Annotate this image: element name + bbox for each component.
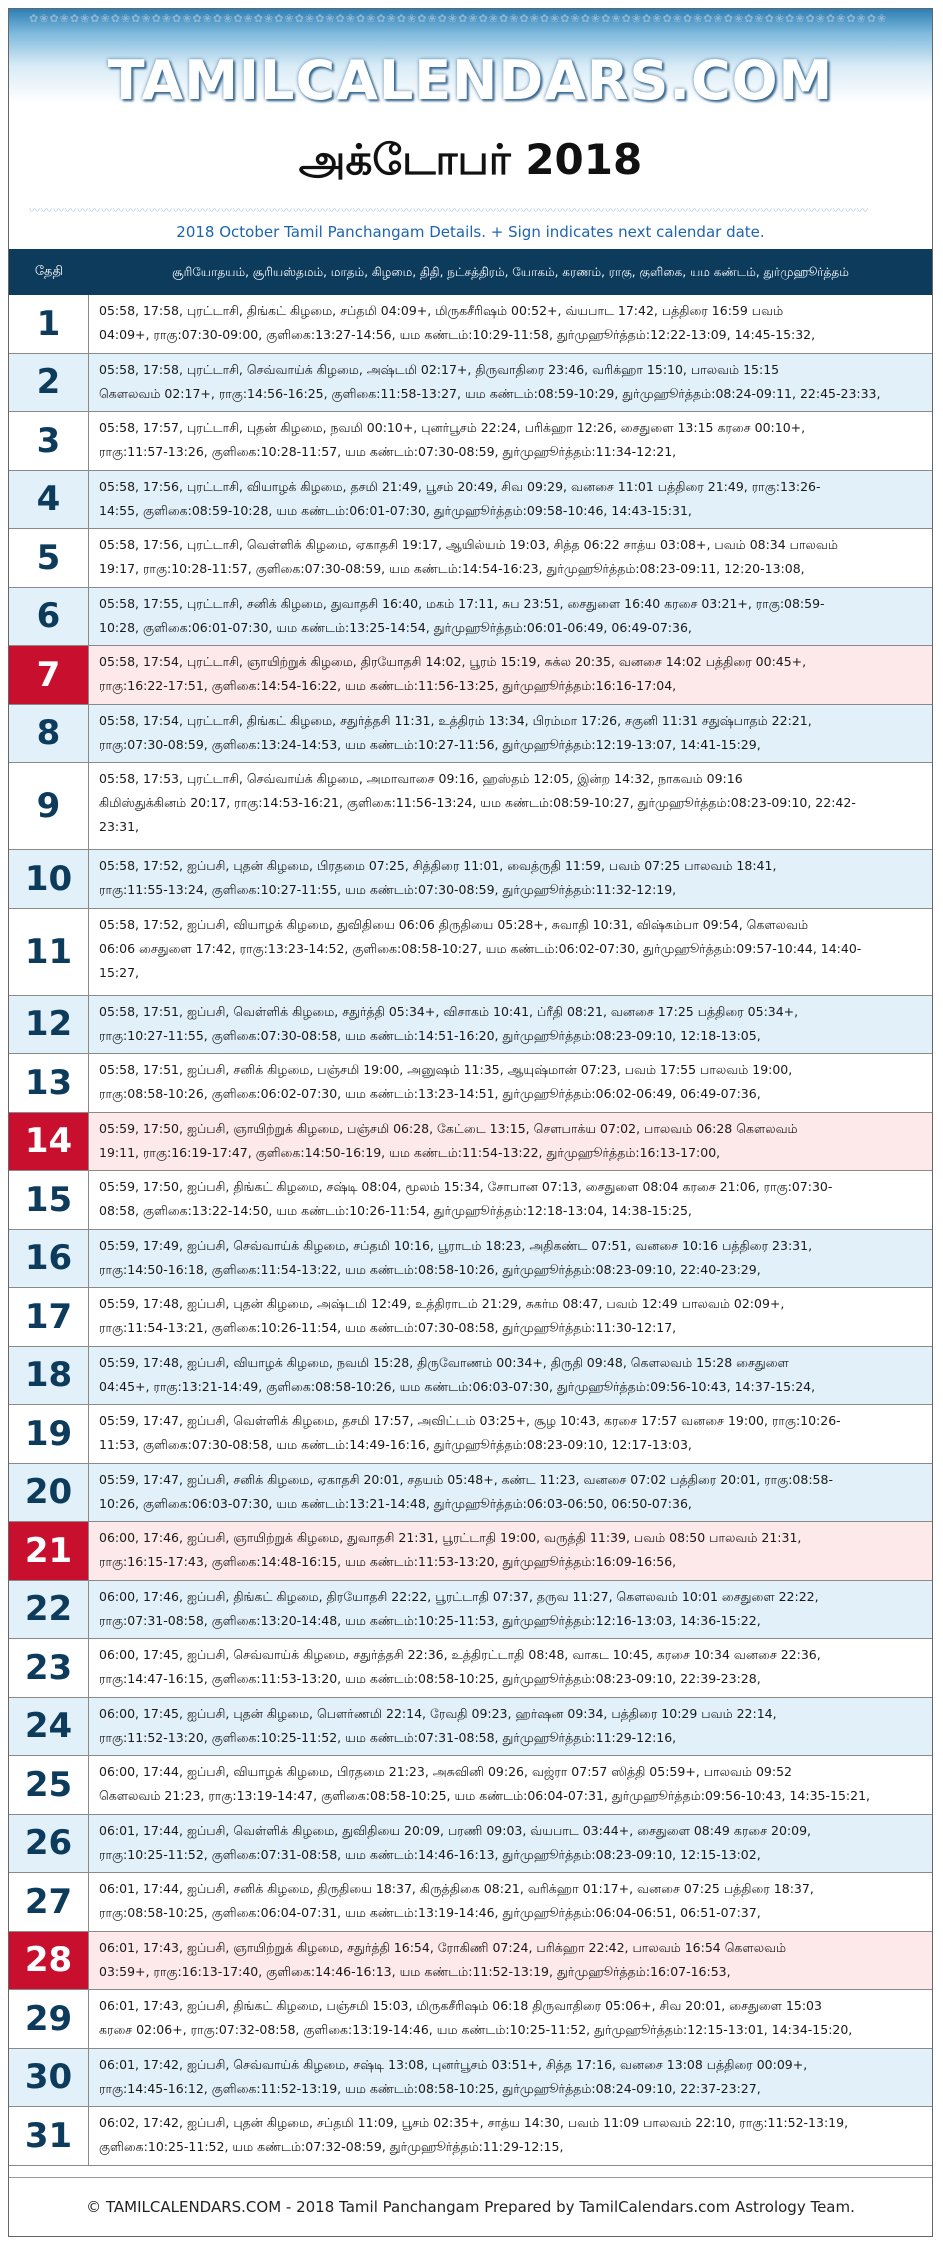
panchangam-details — [89, 2049, 932, 2107]
panchangam-details — [89, 1464, 932, 1522]
decorative-border-top: ✿❀✿❀✿❀✿❀✿❀✿❀✿❀✿❀✿❀✿❀✿❀✿❀✿❀✿❀✿❀✿❀✿❀✿❀✿❀✿❀✿❀✿❀✿❀✿❀✿❀✿❀✿❀✿❀✿❀✿❀✿❀✿❀✿❀✿❀✿❀✿❀✿❀✿❀✿❀✿❀✿❀✿❀ — [29, 13, 888, 25]
date-cell: 15 — [9, 1171, 89, 1229]
table-row — [9, 412, 932, 471]
detail-line: 05:58, 17:54, புரட்டாசி, திங்கட் கிழமை, சதுர்த்தசி 11:31, உத்திரம் 13:34, பிரம்மா 17:26, சகுனி 11:31 சதுஷ்பாதம் 22:21, — [99, 712, 812, 728]
detail-line: 05:58, 17:51, ஐப்பசி, வெள்ளிக் கிழமை, சதுர்த்தி 05:34+, விசாகம் 10:41, ப்ரீதி 08:21, வனசை 17:25 பத்திரை 05:34+, — [99, 1003, 799, 1019]
detail-line: ராகு:07:31-08:58, குளிகை:13:20-14:48, யம கண்டம்:10:25-11:53, துர்முஹூர்த்தம்:12:16-13:03, 14:36-15:22, — [99, 1612, 761, 1628]
date-cell: 26 — [9, 1815, 89, 1873]
panchangam-details — [89, 1698, 932, 1756]
table-row — [9, 1230, 932, 1289]
header-banner — [9, 9, 932, 245]
table-row — [9, 1464, 932, 1523]
panchangam-details — [89, 705, 932, 763]
detail-line: 05:58, 17:57, புரட்டாசி, புதன் கிழமை, நவமி 00:10+, புனர்பூசம் 22:24, பரிக்ஹா 12:26, சைதுளை 13:15 கரசை 00:10+, — [99, 420, 806, 435]
detail-line: ராகு:11:54-13:21, குளிகை:10:26-11:54, யம கண்டம்:07:30-08:58, துர்முஹூர்த்தம்:11:30-12:17, — [99, 1320, 677, 1335]
date-cell: 16 — [9, 1230, 89, 1288]
detail-line: 05:59, 17:50, ஐப்பசி, திங்கட் கிழமை, சஷ்டி 08:04, மூலம் 15:34, சோபான 07:13, சைதுளை 08:04 கரசை 21:06, ராகு:07:30- — [99, 1179, 833, 1194]
panchangam-details — [89, 850, 932, 908]
table-row — [9, 1873, 932, 1932]
table-row — [9, 705, 932, 764]
date-cell: 30 — [9, 2049, 89, 2107]
panchangam-details — [89, 1171, 932, 1229]
panchangam-details — [89, 1581, 932, 1639]
date-cell: 19 — [9, 1405, 89, 1463]
sunday-date-cell: 28 — [9, 1932, 89, 1990]
detail-line: 05:58, 17:58, புரட்டாசி, செவ்வாய்க் கிழமை, அஷ்டமி 02:17+, திருவாதிரை 23:46, வரிக்ஹா 15:10, பாலவம் 15:15 — [99, 361, 780, 377]
detail-line: 06:00, 17:45, ஐப்பசி, செவ்வாய்க் கிழமை, சதுர்த்தசி 22:36, உத்திரட்டாதி 08:48, வாகட 10:45, கரசை 10:34 வனசை 22:36, — [99, 1647, 821, 1662]
detail-line: ராகு:11:57-13:26, குளிகை:10:28-11:57, யம கண்டம்:07:30-08:59, துர்முஹூர்த்தம்:11:34-12:21, — [99, 444, 677, 459]
detail-line: 06:00, 17:46, ஐப்பசி, திங்கட் கிழமை, திரயோதசி 22:22, பூரட்டாதி 07:37, தருவ 11:27, கௌலவம் 10:01 சைதுளை 22:22, — [99, 1588, 819, 1604]
detail-line: 06:01, 17:43, ஐப்பசி, ஞாயிற்றுக் கிழமை, சதுர்த்தி 16:54, ரோகிணி 07:24, பரிக்ஹா 22:42, பாலவம் 16:54 கௌலவம் — [99, 1939, 787, 1955]
table-row — [9, 1113, 932, 1172]
detail-line: 04:45+, ராகு:13:21-14:49, குளிகை:08:58-10:26, யம கண்டம்:06:03-07:30, துர்முஹூர்த்தம்:09:56-10:43, 14:37-15:24, — [99, 1378, 816, 1394]
table-row — [9, 588, 932, 647]
panchangam-details — [89, 471, 932, 529]
table-row — [9, 1756, 932, 1815]
table-row — [9, 646, 932, 705]
detail-line: 06:01, 17:42, ஐப்பசி, செவ்வாய்க் கிழமை, சஷ்டி 13:08, புனர்பூசம் 03:51+, சித்த 17:16, வனசை 13:08 பத்திரை 00:09+, — [99, 2056, 808, 2072]
panchangam-details — [89, 909, 932, 995]
detail-line: ராகு:16:22-17:51, குளிகை:14:54-16:22, யம கண்டம்:11:56-13:25, துர்முஹூர்த்தம்:16:16-17:04, — [99, 678, 677, 693]
detail-line: 19:11, ராகு:16:19-17:47, குளிகை:14:50-16:19, யம கண்டம்:11:54-13:22, துர்முஹூர்த்தம்:16:13-17:00, — [99, 1144, 721, 1160]
panchangam-details — [89, 1230, 932, 1288]
panchangam-details — [89, 1756, 932, 1814]
detail-line: 05:59, 17:47, ஐப்பசி, சனிக் கிழமை, ஏகாதசி 20:01, சதயம் 05:48+, கண்ட 11:23, வனசை 07:02 பத்திரை 20:01, ராகு:08:58- — [99, 1471, 833, 1487]
date-cell: 10 — [9, 850, 89, 908]
detail-line: ராகு:07:30-08:59, குளிகை:13:24-14:53, யம கண்டம்:10:27-11:56, துர்முஹூர்த்தம்:12:19-13:07, 14:41-15:29, — [99, 736, 761, 752]
date-cell: 5 — [9, 529, 89, 587]
table-row — [9, 1932, 932, 1991]
table-row — [9, 1171, 932, 1230]
panchangam-details — [89, 1522, 932, 1580]
panchangam-details — [89, 1932, 932, 1990]
subtitle: 2018 October Tamil Panchangam Details. + Sign indicates next calendar date. — [176, 223, 765, 241]
date-cell: 23 — [9, 1639, 89, 1697]
date-cell: 13 — [9, 1054, 89, 1112]
detail-line: 05:58, 17:54, புரட்டாசி, ஞாயிற்றுக் கிழமை, திரயோதசி 14:02, பூரம் 15:19, சுக்ல 20:35, வனசை 14:02 பத்திரை 00:45+, — [99, 654, 807, 669]
table-row — [9, 1054, 932, 1113]
table-row — [9, 471, 932, 530]
detail-line: 05:58, 17:51, ஐப்பசி, சனிக் கிழமை, பஞ்சமி 19:00, அனுஷம் 11:35, ஆயுஷ்மான் 07:23, பவம் 17:55 பாலவம் 19:00, — [99, 1062, 793, 1077]
detail-line: 08:58, குளிகை:13:22-14:50, யம கண்டம்:10:26-11:54, துர்முஹூர்த்தம்:12:18-13:04, 14:38-15:25, — [99, 1203, 692, 1218]
detail-line: ராகு:14:45-16:12, குளிகை:11:52-13:19, யம கண்டம்:08:58-10:25, துர்முஹூர்த்தம்:08:24-09:10, 22:37-23:27, — [99, 2080, 761, 2096]
table-row — [9, 1639, 932, 1698]
table-row — [9, 996, 932, 1055]
panchangam-details — [89, 1873, 932, 1931]
detail-line: 06:01, 17:44, ஐப்பசி, வெள்ளிக் கிழமை, துவிதியை 20:09, பரணி 09:03, வ்யபாட 03:44+, சைதுளை 08:49 கரசை 20:09, — [99, 1822, 812, 1838]
table-row — [9, 1581, 932, 1640]
table-row — [9, 295, 932, 354]
panchangam-details — [89, 1054, 932, 1112]
date-cell: 11 — [9, 909, 89, 995]
date-cell: 31 — [9, 2107, 89, 2165]
detail-line: 23:31, — [99, 819, 139, 834]
panchangam-details — [89, 646, 932, 704]
detail-line: கிமிஸ்துக்கினம் 20:17, ராகு:14:53-16:21, குளிகை:11:56-13:24, யம கண்டம்:08:59-10:27, துர்முஹூர்த்தம்:08:23-09:10, 22:42- — [99, 795, 856, 810]
date-cell: 3 — [9, 412, 89, 470]
detail-line: ராகு:08:58-10:26, குளிகை:06:02-07:30, யம கண்டம்:13:23-14:51, துர்முஹூர்த்தம்:06:02-06:49, 06:49-07:36, — [99, 1086, 761, 1101]
detail-line: 19:17, ராகு:10:28-11:57, குளிகை:07:30-08:59, யம கண்டம்:14:54-16:23, துர்முஹூர்த்தம்:08:23-09:11, 12:20-13:08, — [99, 561, 805, 576]
table-row — [9, 909, 932, 996]
panchangam-details — [89, 1347, 932, 1405]
date-cell: 6 — [9, 588, 89, 646]
detail-line: கௌலவம் 02:17+, ராகு:14:56-16:25, குளிகை:11:58-13:27, யம கண்டம்:08:59-10:29, துர்முஹூர்த்தம்:08:24-09:11, 22:45-23:33, — [99, 385, 881, 401]
detail-line: 05:58, 17:58, புரட்டாசி, திங்கட் கிழமை, சப்தமி 04:09+, மிருகசீரிஷம் 00:52+, வ்யபாட 17:42, பத்திரை 16:59 பவம் — [99, 303, 784, 318]
date-cell: 22 — [9, 1581, 89, 1639]
panchangam-details — [89, 412, 932, 470]
detail-line: 03:59+, ராகு:16:13-17:40, குளிகை:14:46-16:13, யம கண்டம்:11:52-13:19, துர்முஹூர்த்தம்:16:07-16:53, — [99, 1963, 731, 1979]
detail-line: 14:55, குளிகை:08:59-10:28, யம கண்டம்:06:01-07:30, துர்முஹூர்த்தம்:09:58-10:46, 14:43-15:31, — [99, 502, 692, 518]
detail-line: 11:53, குளிகை:07:30-08:58, யம கண்டம்:14:49-16:16, துர்முஹூர்த்தம்:08:23-09:10, 12:17-13:03, — [99, 1437, 692, 1452]
date-cell: 25 — [9, 1756, 89, 1814]
date-cell: 8 — [9, 705, 89, 763]
panchangam-details — [89, 1405, 932, 1463]
detail-line: 05:59, 17:50, ஐப்பசி, ஞாயிற்றுக் கிழமை, பஞ்சமி 06:28, கேட்டை 13:15, சௌபாக்ய 07:02, பாலவம் 06:28 கௌலவம் — [99, 1120, 798, 1136]
date-cell: 1 — [9, 295, 89, 353]
detail-line: 05:58, 17:53, புரட்டாசி, செவ்வாய்க் கிழமை, அமாவாசை 09:16, ஹஸ்தம் 12:05, இன்ற 14:32, நாகவம் 09:16 — [99, 771, 743, 786]
date-cell: 20 — [9, 1464, 89, 1522]
detail-line: ராகு:08:58-10:25, குளிகை:06:04-07:31, யம கண்டம்:13:19-14:46, துர்முஹூர்த்தம்:06:04-06:51, 06:51-07:37, — [99, 1905, 761, 1920]
date-cell: 9 — [9, 763, 89, 849]
detail-line: கௌலவம் 21:23, ராகு:13:19-14:47, குளிகை:08:58-10:25, யம கண்டம்:06:04-07:31, துர்முஹூர்த்தம்:09:56-10:43, 14:35-15:21, — [99, 1788, 871, 1803]
panchangam-table — [9, 295, 932, 2166]
table-row — [9, 1288, 932, 1347]
sunday-date-cell: 7 — [9, 646, 89, 704]
detail-line: 06:01, 17:43, ஐப்பசி, திங்கட் கிழமை, பஞ்சமி 15:03, மிருகசீரிஷம் 06:18 திருவாதிரை 05:06+, சிவ 20:01, சைதுளை 15:03 — [99, 1998, 822, 2013]
panchangam-details — [89, 1990, 932, 2048]
table-row — [9, 2049, 932, 2108]
footer: © TAMILCALENDARS.COM - 2018 Tamil Panchangam Prepared by TamilCalendars.com Astrology Team. — [9, 2177, 932, 2236]
page-title: அக்டோபர் 2018 — [298, 135, 643, 184]
detail-line: ராகு:11:52-13:20, குளிகை:10:25-11:52, யம கண்டம்:07:31-08:58, துர்முஹூர்த்தம்:11:29-12:16, — [99, 1729, 677, 1745]
detail-line: 05:58, 17:52, ஐப்பசி, புதன் கிழமை, பிரதமை 07:25, சித்திரை 11:01, வைத்ருதி 11:59, பவம் 07:25 பாலவம் 18:41, — [99, 858, 777, 873]
detail-line: 04:09+, ராகு:07:30-09:00, குளிகை:13:27-14:56, யம கண்டம்:10:29-11:58, துர்முஹூர்த்தம்:12:22-13:09, 14:45-15:32, — [99, 327, 816, 342]
detail-line: ராகு:14:47-16:15, குளிகை:11:53-13:20, யம கண்டம்:08:58-10:25, துர்முஹூர்த்தம்:08:23-09:10, 22:39-23:28, — [99, 1671, 761, 1686]
detail-line: குளிகை:10:25-11:52, யம கண்டம்:07:32-08:59, துர்முஹூர்த்தம்:11:29-12:15, — [99, 2139, 564, 2154]
detail-line: 05:59, 17:48, ஐப்பசி, புதன் கிழமை, அஷ்டமி 12:49, உத்திராடம் 21:29, சுகர்ம 08:47, பவம் 12:49 பாலவம் 02:09+, — [99, 1296, 785, 1311]
date-column-header: தேதி — [34, 264, 64, 279]
table-row — [9, 1815, 932, 1874]
panchangam-details — [89, 1639, 932, 1697]
detail-line: 05:59, 17:48, ஐப்பசி, வியாழக் கிழமை, நவமி 15:28, திருவோணம் 00:34+, திருதி 09:48, கௌலவம் 15:28 சைதுளை — [99, 1354, 789, 1370]
panchangam-details — [89, 1815, 932, 1873]
detail-line: கரசை 02:06+, ராகு:07:32-08:58, குளிகை:13:19-14:46, யம கண்டம்:10:25-11:52, துர்முஹூர்த்தம்:12:15-13:01, 14:34-15:20, — [99, 2022, 853, 2037]
table-row — [9, 1698, 932, 1757]
panchangam-details — [89, 588, 932, 646]
date-cell: 24 — [9, 1698, 89, 1756]
date-cell: 12 — [9, 996, 89, 1054]
detail-line: ராகு:16:15-17:43, குளிகை:14:48-16:15, யம கண்டம்:11:53-13:20, துர்முஹூர்த்தம்:16:09-16:56, — [99, 1554, 677, 1569]
detail-line: 06:00, 17:45, ஐப்பசி, புதன் கிழமை, பௌர்ணமி 22:14, ரேவதி 09:23, ஹர்ஷன 09:34, பத்திரை 10:29 பவம் 22:14, — [99, 1705, 777, 1721]
table-row — [9, 763, 932, 850]
table-row — [9, 354, 932, 413]
panchangam-details — [89, 996, 932, 1054]
detail-line: 06:02, 17:42, ஐப்பசி, புதன் கிழமை, சப்தமி 11:09, பூசம் 02:35+, சாத்ய 14:30, பவம் 11:09 பாலவம் 22:10, ராகு:11:52-13:19, — [99, 2115, 849, 2130]
panchangam-details — [89, 354, 932, 412]
date-cell: 29 — [9, 1990, 89, 2048]
detail-line: 05:58, 17:56, புரட்டாசி, வெள்ளிக் கிழமை, ஏகாதசி 19:17, ஆயில்யம் 19:03, சித்த 06:22 சாத்ய 03:08+, பவம் 08:34 பாலவம் — [99, 537, 838, 552]
panchangam-details — [89, 529, 932, 587]
panchangam-details — [89, 1113, 932, 1171]
detail-line: 10:26, குளிகை:06:03-07:30, யம கண்டம்:13:21-14:48, துர்முஹூர்த்தம்:06:03-06:50, 06:50-07:36, — [99, 1495, 692, 1511]
table-row — [9, 1522, 932, 1581]
date-cell: 27 — [9, 1873, 89, 1931]
detail-line: 06:01, 17:44, ஐப்பசி, சனிக் கிழமை, திருதியை 18:37, கிருத்திகை 08:21, வரிக்ஹா 01:17+, வனசை 07:25 பத்திரை 18:37, — [99, 1881, 814, 1896]
detail-line: 05:58, 17:52, ஐப்பசி, வியாழக் கிழமை, துவிதியை 06:06 திருதியை 05:28+, சுவாதி 10:31, விஷ்கம்பா 09:54, கௌலவம் — [99, 916, 809, 932]
panchangam-details — [89, 763, 932, 849]
detail-line: 05:58, 17:56, புரட்டாசி, வியாழக் கிழமை, தசமி 21:49, பூசம் 20:49, சிவ 09:29, வனசை 11:01 பத்திரை 21:49, ராகு:13:26- — [99, 478, 821, 494]
detail-line: 15:27, — [99, 964, 139, 980]
detail-line: ராகு:14:50-16:18, குளிகை:11:54-13:22, யம கண்டம்:08:58-10:26, துர்முஹூர்த்தம்:08:23-09:10, 22:40-23:29, — [99, 1261, 761, 1277]
detail-line: 06:00, 17:46, ஐப்பசி, ஞாயிற்றுக் கிழமை, துவாதசி 21:31, பூரட்டாதி 19:00, வருத்தி 11:39, பவம் 08:50 பாலவம் 21:31, — [99, 1530, 802, 1545]
details-column-header: சூரியோதயம், சூரியஸ்தமம், மாதம், கிழமை, திதி, நட்சத்திரம், யோகம், கரணம், ராகு, குளிகை, யம கண்டம், துர்முஹூர்த்தம் — [172, 265, 849, 279]
table-row — [9, 1990, 932, 2049]
panchangam-details — [89, 2107, 932, 2165]
panchangam-details — [89, 295, 932, 353]
date-cell: 4 — [9, 471, 89, 529]
detail-line: ராகு:10:27-11:55, குளிகை:07:30-08:58, யம கண்டம்:14:51-16:20, துர்முஹூர்த்தம்:08:23-09:10, 12:18-13:05, — [99, 1027, 761, 1043]
detail-line: 05:59, 17:47, ஐப்பசி, வெள்ளிக் கிழமை, தசமி 17:57, அவிட்டம் 03:25+, சூழ 10:43, கரசை 17:57 வனசை 19:00, ராகு:10:26- — [99, 1413, 841, 1428]
detail-line: ராகு:10:25-11:52, குளிகை:07:31-08:58, யம கண்டம்:14:46-16:13, துர்முஹூர்த்தம்:08:23-09:10, 12:15-13:02, — [99, 1846, 761, 1862]
panchangam-details — [89, 1288, 932, 1346]
date-cell: 18 — [9, 1347, 89, 1405]
calendar-frame — [8, 8, 933, 2237]
sunday-date-cell: 14 — [9, 1113, 89, 1171]
table-row — [9, 1347, 932, 1406]
detail-line: 05:58, 17:55, புரட்டாசி, சனிக் கிழமை, துவாதசி 16:40, மகம் 17:11, சுப 23:51, சைதுளை 16:40 கரசை 03:21+, ராகு:08:59- — [99, 595, 825, 611]
detail-line: 06:06 சைதுளை 17:42, ராகு:13:23-14:52, குளிகை:08:58-10:27, யம கண்டம்:06:02-07:30, துர்முஹூர்த்தம்:09:57-10:44, 14:40- — [99, 940, 862, 956]
sunday-date-cell: 21 — [9, 1522, 89, 1580]
table-row — [9, 850, 932, 909]
detail-line: ராகு:11:55-13:24, குளிகை:10:27-11:55, யம கண்டம்:07:30-08:59, துர்முஹூர்த்தம்:11:32-12:19, — [99, 882, 677, 897]
table-row — [9, 529, 932, 588]
table-header — [9, 249, 932, 295]
date-cell: 2 — [9, 354, 89, 412]
table-row — [9, 2107, 932, 2166]
date-cell: 17 — [9, 1288, 89, 1346]
detail-line: 06:00, 17:44, ஐப்பசி, வியாழக் கிழமை, பிரதமை 21:23, அசுவினி 09:26, வஜ்ரா 07:57 ஸித்தி 05:59+, பாலவம் 09:52 — [99, 1764, 792, 1779]
site-logo-title: TAMILCALENDARS.COM — [107, 49, 834, 112]
detail-line: 10:28, குளிகை:06:01-07:30, யம கண்டம்:13:25-14:54, துர்முஹூர்த்தம்:06:01-06:49, 06:49-07:36, — [99, 619, 692, 635]
table-row — [9, 1405, 932, 1464]
decorative-border-bottom: 〰〰〰〰〰〰〰〰〰〰〰〰〰〰〰〰〰〰〰〰〰〰〰〰〰〰〰〰〰〰〰〰〰〰〰〰〰〰〰〰〰〰〰〰〰〰〰〰〰〰〰〰〰〰〰〰〰〰〰〰〰〰〰〰〰〰〰〰〰〰 — [29, 205, 869, 217]
detail-line: 05:59, 17:49, ஐப்பசி, செவ்வாய்க் கிழமை, சப்தமி 10:16, பூராடம் 18:23, அதிகண்ட 07:51, வனசை 10:16 பத்திரை 23:31, — [99, 1237, 813, 1253]
